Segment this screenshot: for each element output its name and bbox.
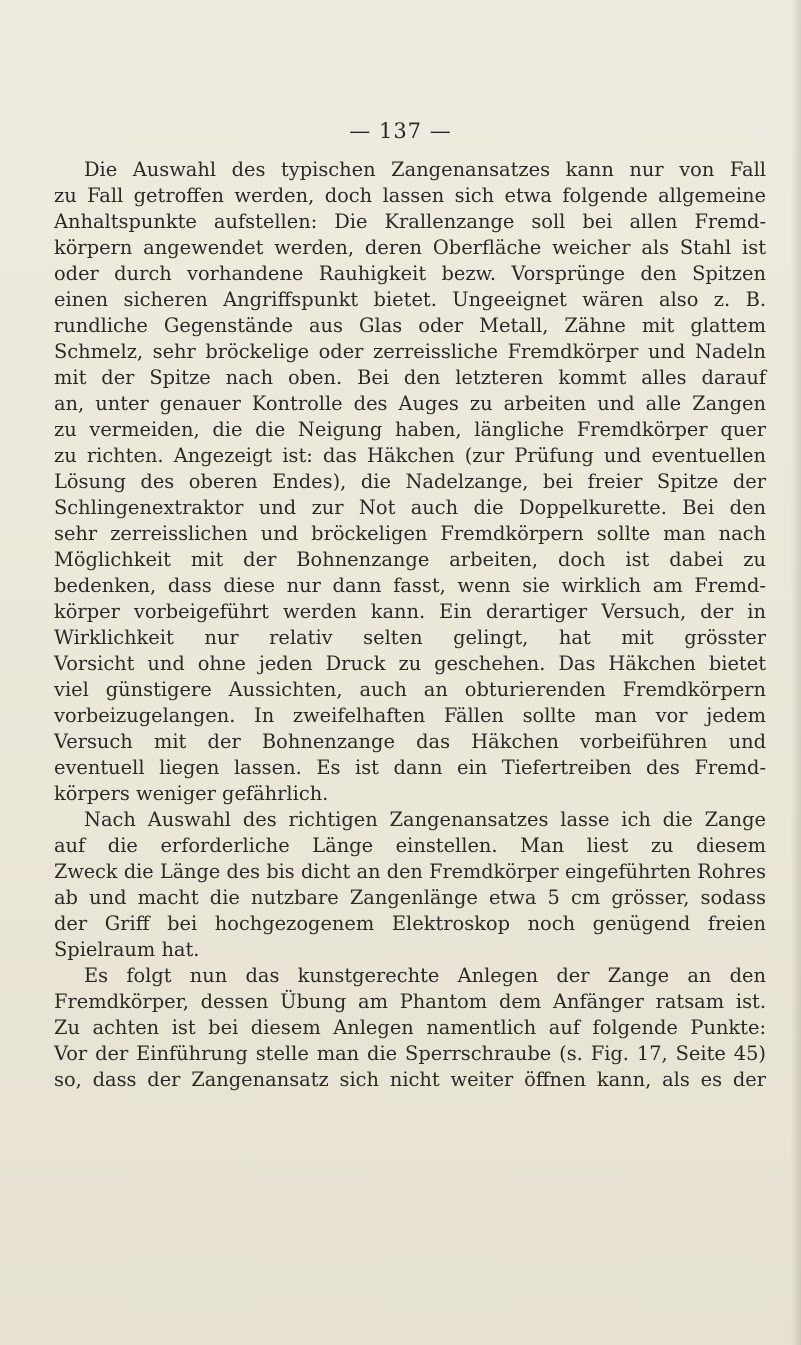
text-line: Anhaltspunkte aufstellen: Die Krallenzange soll bei allen Fremd-	[54, 210, 766, 233]
text-line: Möglichkeit mit der Bohnenzange arbeiten, doch ist dabei zu	[54, 548, 766, 571]
text-line: eventuell liegen lassen. Es ist dann ein Tiefertreiben des Fremd-	[54, 756, 766, 779]
text-line: viel günstigere Aussichten, auch an obturierenden Fremdkörpern	[54, 678, 766, 701]
text-line: körpers weniger gefährlich.	[54, 782, 329, 805]
text-line: so, dass der Zangenansatz sich nicht weiter öffnen kann, als es der	[54, 1068, 766, 1091]
text-line: zu vermeiden, die die Neigung haben, längliche Fremdkörper quer	[54, 418, 766, 441]
text-line: Spielraum hat.	[54, 938, 200, 961]
text-line: einen sicheren Angriffspunkt bietet. Ungeeignet wären also z. B.	[54, 288, 766, 311]
text-line: Vor der Einführung stelle man die Sperrschraube (s. Fig. 17, Seite 45)	[54, 1042, 766, 1065]
page-edge-shadow	[791, 0, 801, 1345]
text-line: auf die erforderliche Länge einstellen. Man liest zu diesem	[54, 834, 766, 857]
text-line: Nach Auswahl des richtigen Zangenansatzes lasse ich die Zange	[84, 808, 766, 831]
text-line: zu Fall getroffen werden, doch lassen sich etwa folgende allgemeine	[54, 184, 766, 207]
text-line: Fremdkörper, dessen Übung am Phantom dem Anfänger ratsam ist.	[54, 990, 766, 1013]
text-line: Es folgt nun das kunstgerechte Anlegen der Zange an den	[84, 964, 766, 987]
text-line: Wirklichkeit nur relativ selten gelingt, hat mit grösster	[54, 626, 766, 649]
text-line: Schmelz, sehr bröckelige oder zerreissliche Fremdkörper und Nadeln	[54, 340, 766, 363]
text-line: körpern angewendet werden, deren Oberfläche weicher als Stahl ist	[54, 236, 766, 259]
body-text	[54, 157, 766, 1093]
text-line: Lösung des oberen Endes), die Nadelzange, bei freier Spitze der	[54, 470, 766, 493]
text-line: Die Auswahl des typischen Zangenansatzes kann nur von Fall	[84, 158, 766, 181]
text-line: der Griff bei hochgezogenem Elektroskop noch genügend freien	[54, 912, 766, 935]
text-line: mit der Spitze nach oben. Bei den letzteren kommt alles darauf	[54, 366, 766, 389]
text-line: Versuch mit der Bohnenzange das Häkchen vorbeiführen und	[54, 730, 766, 753]
text-line: zu richten. Angezeigt ist: das Häkchen (zur Prüfung und eventuellen	[54, 444, 766, 467]
text-line: vorbeizugelangen. In zweifelhaften Fällen sollte man vor jedem	[54, 704, 766, 727]
text-line: Vorsicht und ohne jeden Druck zu geschehen. Das Häkchen bietet	[54, 652, 766, 675]
page-number: — 137 —	[349, 119, 452, 143]
text-line: bedenken, dass diese nur dann fasst, wenn sie wirklich am Fremd-	[54, 574, 766, 597]
text-line: Zu achten ist bei diesem Anlegen namentlich auf folgende Punkte:	[54, 1016, 766, 1039]
text-line: sehr zerreisslichen und bröckeligen Fremdkörpern sollte man nach	[54, 522, 766, 545]
text-line: ab und macht die nutzbare Zangenlänge etwa 5 cm grösser, sodass	[54, 886, 766, 909]
text-line: Zweck die Länge des bis dicht an den Fremdkörper eingeführten Rohres	[54, 860, 766, 883]
text-line: Schlingenextraktor und zur Not auch die Doppelkurette. Bei den	[54, 496, 766, 519]
text-line: oder durch vorhandene Rauhigkeit bezw. Vorsprünge den Spitzen	[54, 262, 766, 285]
text-line: rundliche Gegenstände aus Glas oder Metall, Zähne mit glattem	[54, 314, 766, 337]
text-line: körper vorbeigeführt werden kann. Ein derartiger Versuch, der in	[54, 600, 766, 623]
text-line: an, unter genauer Kontrolle des Auges zu arbeiten und alle Zangen	[54, 392, 766, 415]
